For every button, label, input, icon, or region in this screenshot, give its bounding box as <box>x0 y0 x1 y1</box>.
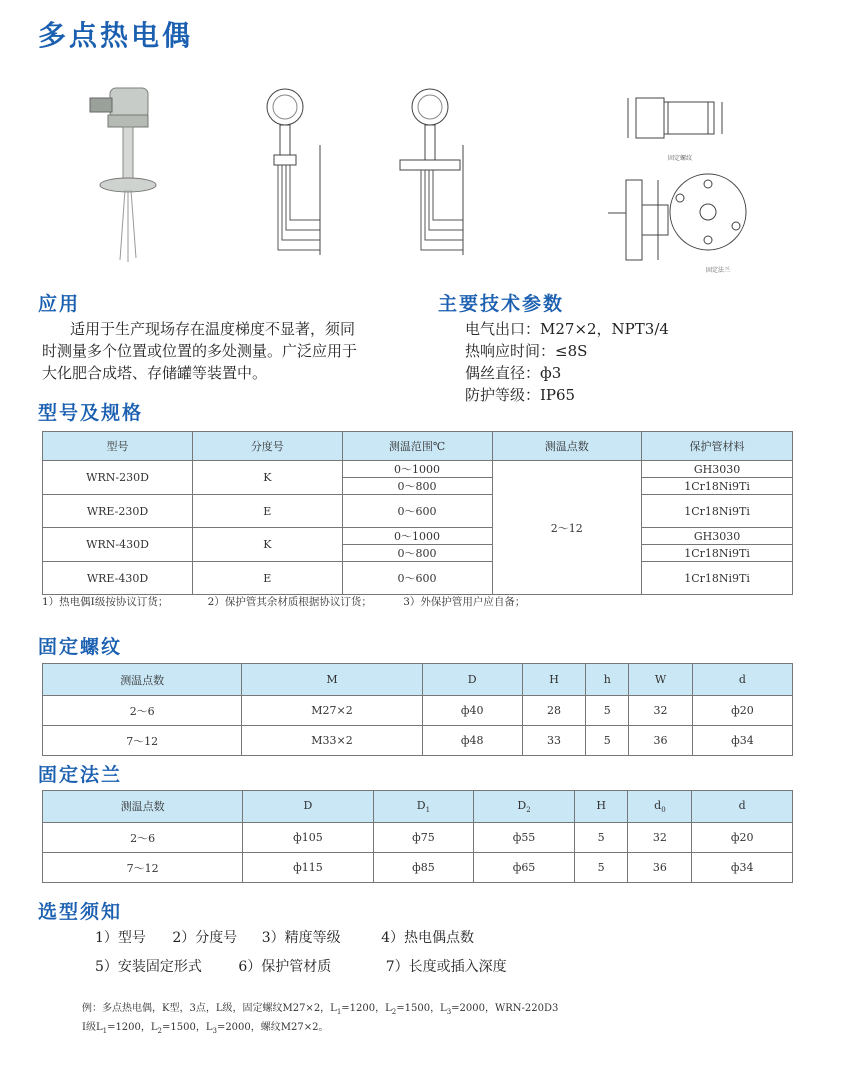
cell: 2～6 <box>43 696 242 726</box>
cell: 0～800 <box>342 545 492 562</box>
flange-mount-drawing <box>385 85 480 265</box>
application-line: 适用于生产现场存在温度梯度不显著，须同 <box>70 320 356 338</box>
col-header: 测温范围℃ <box>342 432 492 461</box>
selection-row-1 <box>95 927 474 947</box>
thread-heading: 固定螺纹 <box>38 636 123 658</box>
cell: 33 <box>522 726 586 756</box>
table-row <box>43 562 793 595</box>
table-header-row <box>43 432 793 461</box>
cell: 7～12 <box>43 726 242 756</box>
table-header-row <box>43 791 793 823</box>
thread-mount-drawing <box>240 85 335 265</box>
cell: 5 <box>586 696 629 726</box>
col-header: 分度号 <box>193 432 343 461</box>
cell: E <box>193 562 343 595</box>
table-row <box>43 461 793 478</box>
cell: ф20 <box>692 823 793 853</box>
cell: 32 <box>629 696 693 726</box>
table-row <box>43 823 793 853</box>
mounting-detail-drawing <box>598 80 763 275</box>
selection-item: 6）保护管材质 <box>238 959 332 975</box>
cell: ф55 <box>474 823 575 853</box>
cell: ф105 <box>243 823 373 853</box>
table-row <box>43 528 793 545</box>
application-line: 大化肥合成塔、存储罐等装置中。 <box>42 364 268 382</box>
page-title: 多点热电偶 <box>38 19 194 52</box>
cell: ф20 <box>692 696 792 726</box>
selection-item: 3）精度等级 <box>261 930 341 946</box>
cell: 2～12 <box>492 461 642 595</box>
selection-item: 7）长度或插入深度 <box>385 959 507 975</box>
tech-param: 电气出口：M27×2，NPT3/4 <box>465 320 669 338</box>
application-line: 时测量多个位置或位置的多处测量。广泛应用于 <box>42 342 358 360</box>
cell: WRE-230D <box>43 495 193 528</box>
col-header: D <box>243 791 373 823</box>
cell: GH3030 <box>642 528 793 545</box>
col-header: $d_0$ <box>628 791 692 823</box>
example-line: I级$L_1=1200$，$L_2=1500$，$L_3=2000$，螺纹M27×2。 <box>82 1022 329 1035</box>
col-header: 测温点数 <box>43 664 242 696</box>
table-row <box>43 726 793 756</box>
cell: E <box>193 495 343 528</box>
cell: 1Cr18Ni9Ti <box>642 545 793 562</box>
cell: ф34 <box>692 726 792 756</box>
cell: 0～1000 <box>342 461 492 478</box>
col-header: $D_1$ <box>373 791 474 823</box>
selection-row-2 <box>95 956 507 976</box>
cell: 7～12 <box>43 853 243 883</box>
cell: 2～6 <box>43 823 243 853</box>
thread-label: 固定螺纹 <box>668 155 693 162</box>
selection-item: 1）型号 <box>95 930 146 946</box>
tech-heading: 主要技术参数 <box>438 293 565 315</box>
col-header: H <box>522 664 586 696</box>
table-header-row <box>43 664 793 696</box>
cell: 0～1000 <box>342 528 492 545</box>
col-header: W <box>629 664 693 696</box>
col-header: 测温点数 <box>492 432 642 461</box>
application-heading: 应用 <box>38 293 81 315</box>
cell: K <box>193 461 343 495</box>
selection-item: 5）安装固定形式 <box>95 959 202 975</box>
example-line: 例：多点热电偶，K型，3点，L级，固定螺纹M27×2，$L_1=1200$，$L_2=1500$，$L_3=2000$，WRN-220D3 <box>82 1003 559 1016</box>
note: 3）外保护管用户应自备； <box>403 596 526 608</box>
cell: ф85 <box>373 853 474 883</box>
cell: 28 <box>522 696 586 726</box>
table-row <box>43 495 793 528</box>
cell: ф48 <box>422 726 522 756</box>
col-header: D <box>422 664 522 696</box>
cell: K <box>193 528 343 562</box>
cell: ф34 <box>692 853 793 883</box>
col-header: $D_2$ <box>474 791 575 823</box>
flange-heading: 固定法兰 <box>38 764 123 786</box>
col-header: d <box>692 664 792 696</box>
col-header: 测温点数 <box>43 791 243 823</box>
flange-label: 固定法兰 <box>706 267 731 274</box>
cell: 36 <box>629 726 693 756</box>
cell: ф65 <box>474 853 575 883</box>
tech-param: 防护等级：IP65 <box>465 386 576 404</box>
cell: 5 <box>574 853 628 883</box>
col-header: h <box>586 664 629 696</box>
cell: M33×2 <box>242 726 422 756</box>
cell: ф115 <box>243 853 373 883</box>
note: 2）保护管其余材质根据协议订货； <box>207 596 372 608</box>
model-notes <box>42 594 525 609</box>
cell: WRE-430D <box>43 562 193 595</box>
cell: 0～800 <box>342 478 492 495</box>
tech-param: 偶丝直径：ф3 <box>465 364 562 382</box>
cell: 5 <box>574 823 628 853</box>
cell: 32 <box>628 823 692 853</box>
cell: WRN-230D <box>43 461 193 495</box>
flange-table <box>42 790 793 883</box>
col-header: M <box>242 664 422 696</box>
note: 1）热电偶Ⅰ级按协议订货； <box>42 596 169 608</box>
cell: 0～600 <box>342 495 492 528</box>
cell: 1Cr18Ni9Ti <box>642 562 793 595</box>
cell: 36 <box>628 853 692 883</box>
cell: 1Cr18Ni9Ti <box>642 478 793 495</box>
cell: 0～600 <box>342 562 492 595</box>
cell: GH3030 <box>642 461 793 478</box>
thread-table <box>42 663 793 756</box>
cell: 1Cr18Ni9Ti <box>642 495 793 528</box>
col-header: 型号 <box>43 432 193 461</box>
example-text <box>82 1001 558 1039</box>
cell: ф40 <box>422 696 522 726</box>
col-header: H <box>574 791 628 823</box>
selection-item: 2）分度号 <box>172 930 238 946</box>
application-text <box>42 318 422 384</box>
selection-heading: 选型须知 <box>38 901 123 923</box>
thermocouple-photo <box>80 80 180 265</box>
cell: ф75 <box>373 823 474 853</box>
model-table <box>42 431 793 595</box>
cell: WRN-430D <box>43 528 193 562</box>
table-row <box>43 696 793 726</box>
col-header: d <box>692 791 793 823</box>
table-row <box>43 853 793 883</box>
tech-params <box>465 318 669 406</box>
cell: M27×2 <box>242 696 422 726</box>
selection-item: 4）热电偶点数 <box>381 930 475 946</box>
tech-param: 热响应时间：≤8S <box>465 342 588 360</box>
model-heading: 型号及规格 <box>38 402 144 424</box>
cell: 5 <box>586 726 629 756</box>
col-header: 保护管材料 <box>642 432 793 461</box>
